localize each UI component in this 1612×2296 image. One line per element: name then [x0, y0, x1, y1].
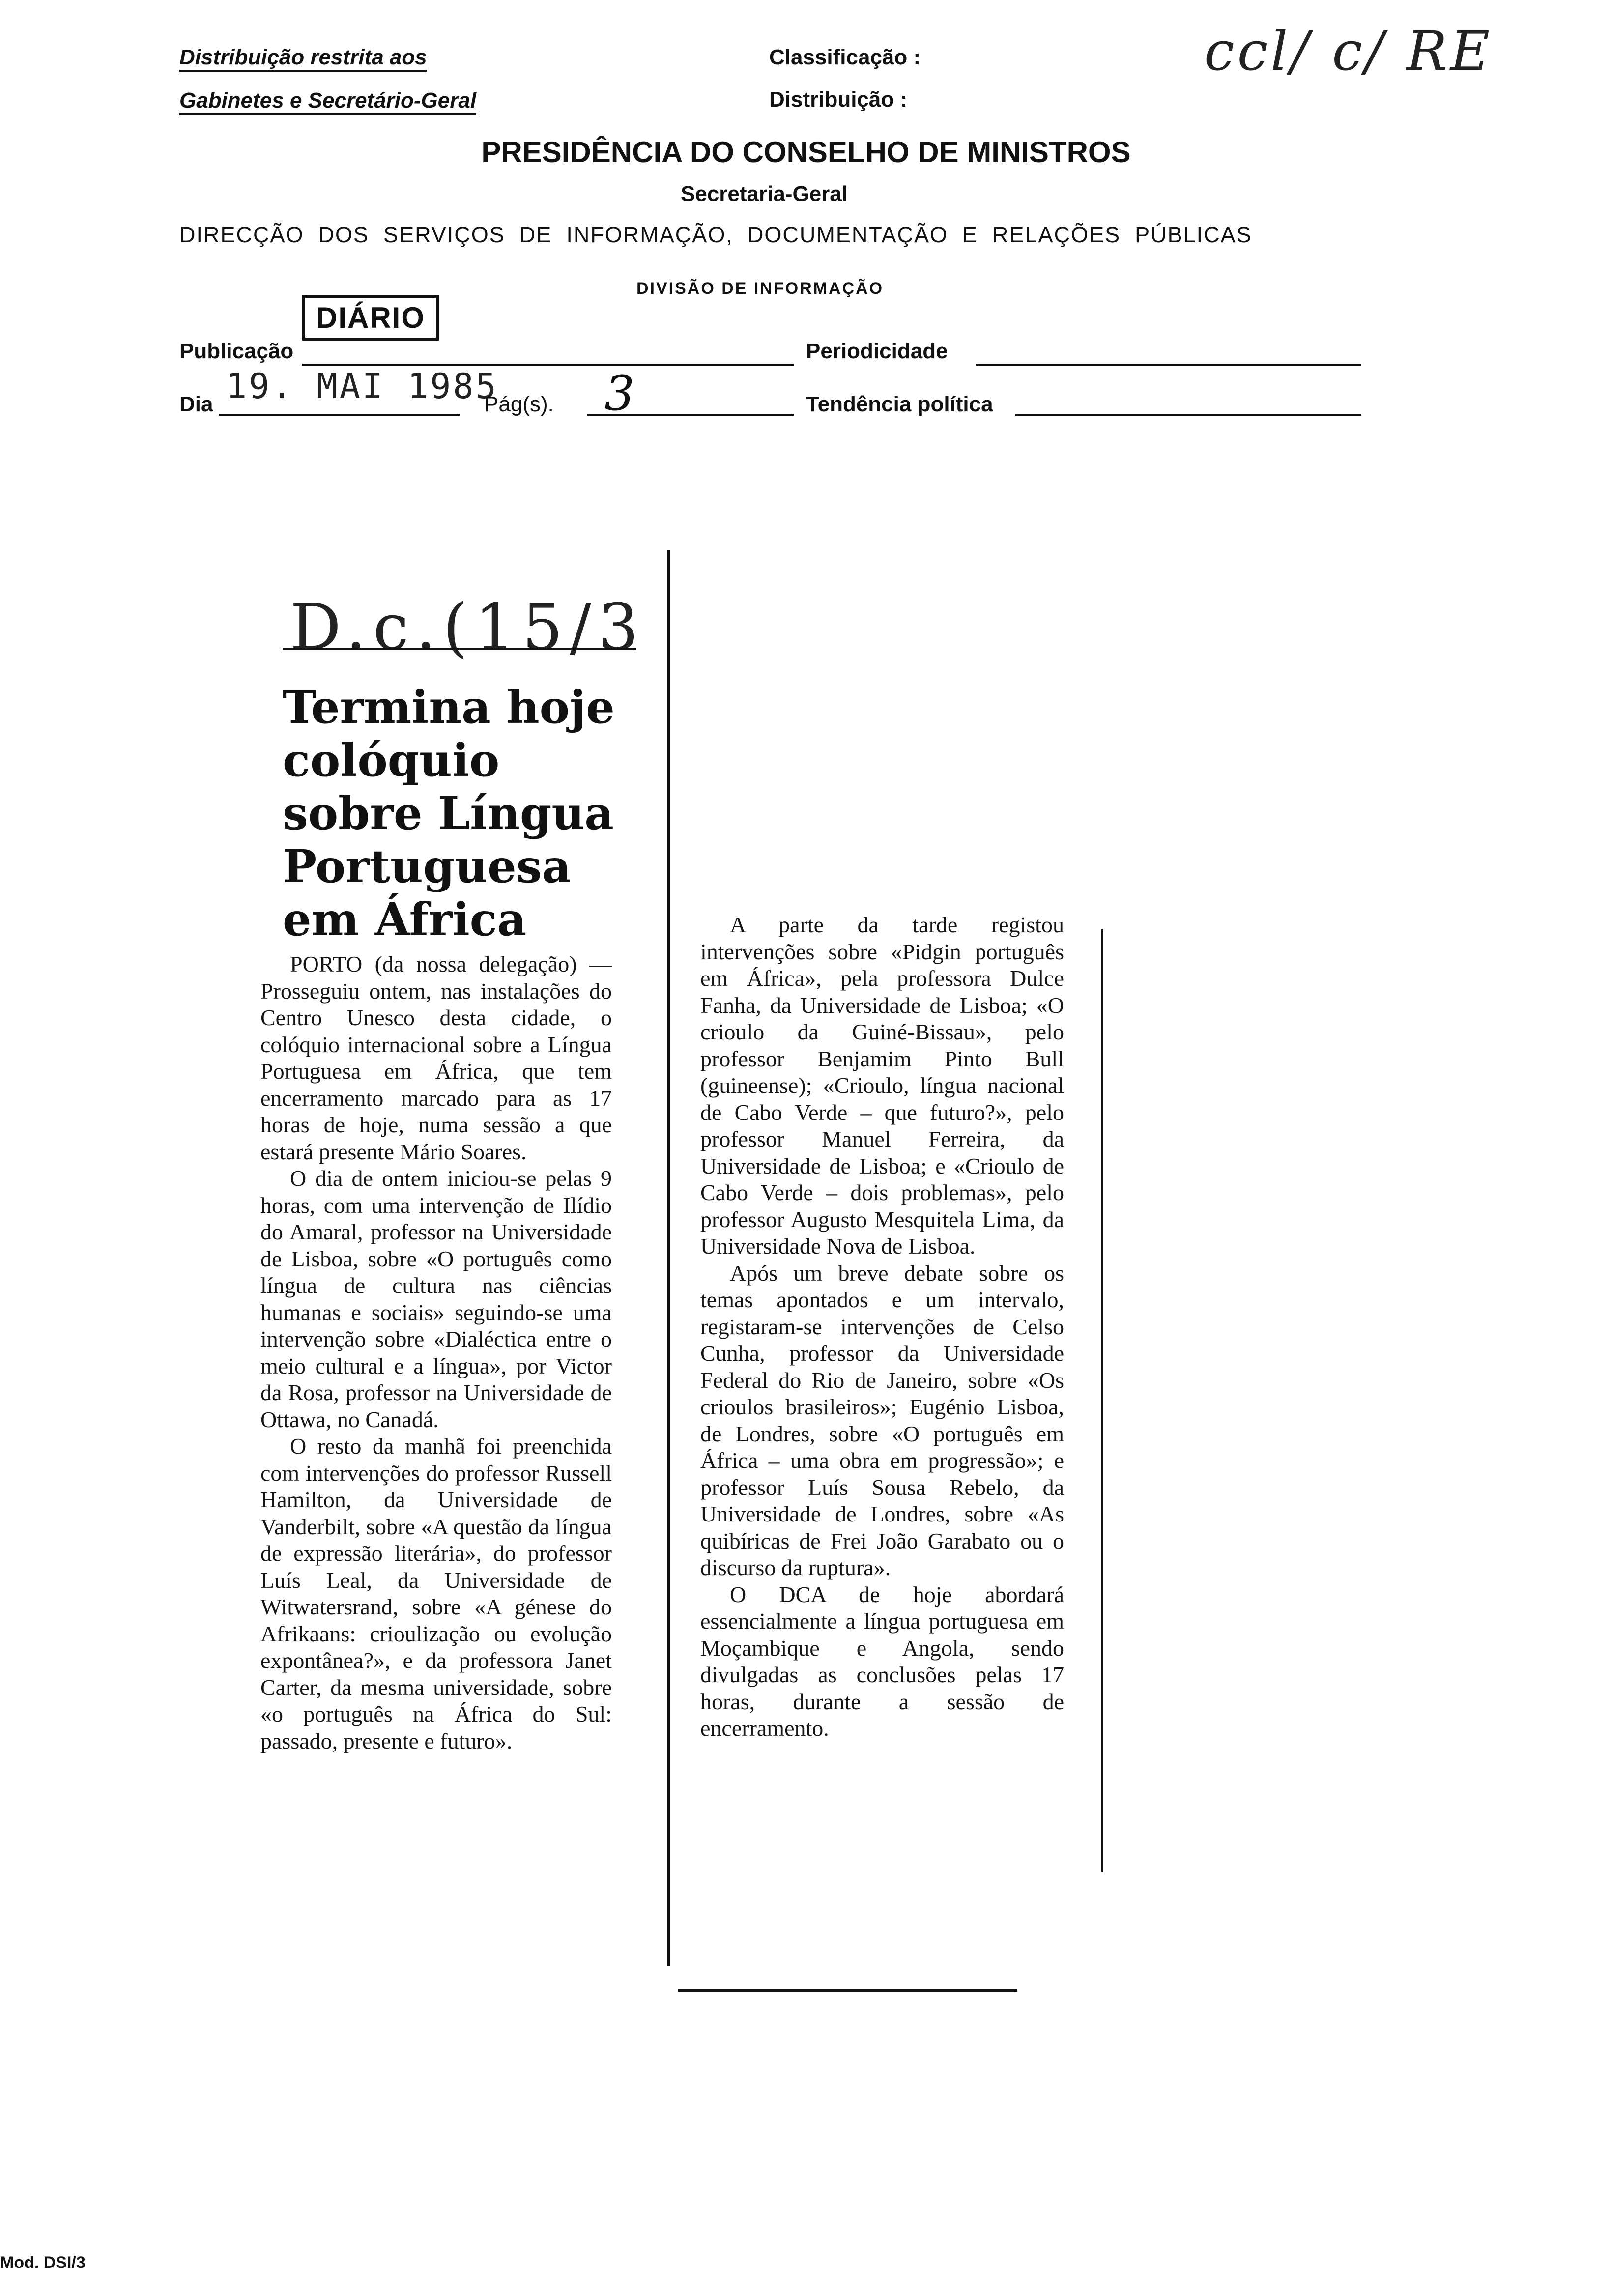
periodicidade-underline — [976, 364, 1361, 366]
form-code: Mod. DSI/3 — [0, 2253, 86, 2272]
col2-paragraph-3: O DCA de hoje abordará essencialmente a língua portuguesa em Moçambique e Angola, sendo divulgadas as conclusões pelas 17 horas, durante a sessão de encerramento. — [700, 1581, 1064, 1741]
col2-paragraph-2: Após um breve debate sobre os temas apontados e um intervalo, registaram-se intervenções de Celso Cunha, professor da Universidade Federal do Rio de Janeiro, sobre «Os crioulos brasileiros»; Eugénio Lisboa, de Londres, sobre «O português em África – uma obra em progressão»; e professor Luís Sousa Rebelo, da Universidade de Londres, sobre «As quibíricas de Frei João Garabato ou o discurso da ruptura». — [700, 1260, 1064, 1580]
pags-label: Pág(s). — [484, 392, 554, 416]
col1-paragraph-2: O dia de ontem iniciou-se pelas 9 horas, com uma intervenção de Ilídio do Amaral, professor na Universidade de Lisboa, sobre «O português como língua de cultura nas ciências humanas e sociais» seguindo-se uma intervenção sobre «Dialéctica entre o meio cultural e a língua», por Victor da Rosa, professor na Universidade de Ottawa, no Canadá. — [260, 1166, 612, 1432]
col1-paragraph-3: O resto da manhã foi preenchida com intervenções do professor Russell Hamilton, da Universidade de Vanderbilt, sobre «A questão da língua de expressão literária», do professor Luís Leal, da Universidade de Witwatersrand, sobre «A génese do Afrikaans: crioulização ou evolução expontânea?», e da professora Janet Carter, da mesma universidade, sobre «o português na África do Sul: passado, presente e futuro». — [260, 1434, 612, 1753]
publicacao-underline — [302, 364, 794, 366]
dia-value-stamp: 19. MAI 1985 — [226, 366, 498, 406]
column-divider-right — [1101, 929, 1103, 1872]
periodicidade-label: Periodicidade — [806, 339, 948, 363]
org-title: PRESIDÊNCIA DO CONSELHO DE MINISTROS — [481, 136, 1131, 169]
col2-paragraph-1: A parte da tarde registou intervenções sobre «Pidgin português em África», pela professora Dulce Fanha, da Universidade de Lisboa; «O crioulo da Guiné-Bissau», pelo professor Benjamim Pinto Bull (guineense); «Crioulo, língua nacional de Cabo Verde – que futuro?», pelo professor Manuel Ferreira, da Universidade de Lisboa; e «Crioulo de Cabo Verde – dois problemas», pelo professor Augusto Mesquitela Lima, da Universidade Nova de Lisboa. — [700, 912, 1064, 1259]
article-column-2 — [700, 912, 1064, 1742]
dia-label: Dia — [179, 392, 213, 416]
article-headline — [283, 681, 615, 946]
distribuicao-label: Distribuição : — [769, 87, 908, 112]
dia-underline — [219, 414, 460, 416]
distribution-restricted-line2: Gabinetes e Secretário-Geral — [179, 88, 476, 115]
distribution-restricted-line1: Distribuição restrita aos — [179, 45, 427, 72]
handwritten-reference: ccl/ c/ RE — [1204, 20, 1493, 83]
column-divider-left — [667, 550, 670, 1966]
col1-paragraph-1: PORTO (da nossa delegação) — Prosseguiu ontem, nas instalações do Centro Unesco desta cidade, o colóquio internacional sobre a Língua Portuguesa em África, que tem encerramento marcado para as 17 horas de hoje, numa sessão a que estará presente Mário Soares. — [260, 951, 612, 1164]
publication-stamp: DIÁRIO — [302, 295, 439, 341]
headline-line-3: sobre Língua — [283, 787, 614, 840]
article-column-1 — [260, 951, 612, 1754]
article-end-rule — [678, 1989, 1017, 1992]
headline-line-2: colóquio — [283, 734, 500, 787]
handwritten-strike-line — [283, 648, 636, 650]
headline-line-5: em África — [283, 893, 527, 946]
headline-line-1: Termina hoje — [283, 681, 615, 734]
direccao-line: DIRECÇÃO DOS SERVIÇOS DE INFORMAÇÃO, DOCUMENTAÇÃO E RELAÇÕES PÚBLICAS — [179, 222, 1252, 247]
divisao-label: DIVISÃO DE INFORMAÇÃO — [636, 279, 884, 298]
handwritten-article-mark: D.c.(15/3 — [290, 590, 646, 664]
publicacao-label: Publicação — [179, 339, 294, 363]
tendencia-underline — [1015, 414, 1361, 416]
classificacao-label: Classificação : — [769, 45, 921, 69]
tendencia-label: Tendência política — [806, 392, 993, 416]
headline-line-4: Portuguesa — [283, 840, 572, 893]
org-subtitle: Secretaria-Geral — [681, 182, 848, 206]
pags-underline — [587, 414, 794, 416]
pags-value: 3 — [604, 366, 635, 421]
